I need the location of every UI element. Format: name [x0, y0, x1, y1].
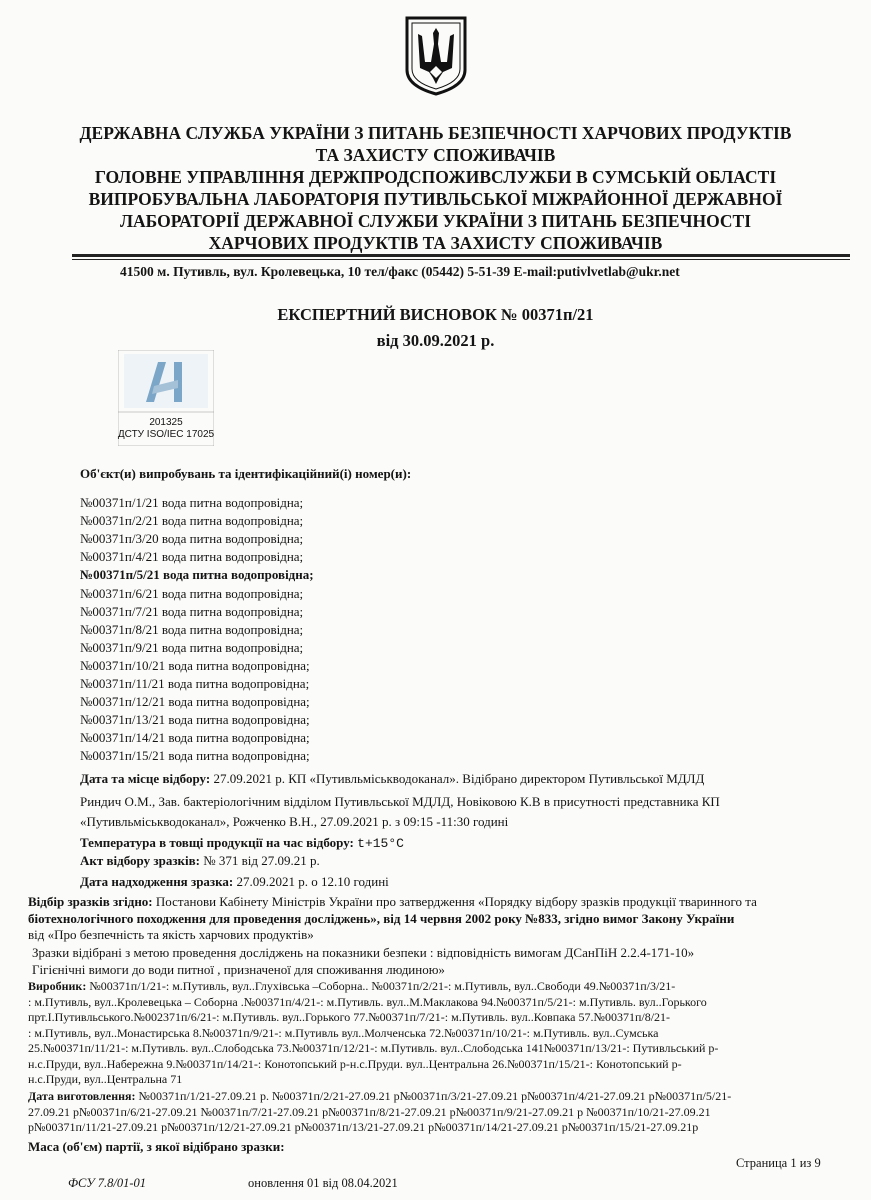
sampling-place-line-3: «Путивльміськводоканал», Рожченко В.Н., 27.09.2021 р. з 09:15 -11:30 годині — [80, 814, 509, 829]
header-divider — [72, 254, 850, 257]
sampling-place — [80, 771, 704, 787]
accreditation-standard: ДСТУ ISO/IEC 17025 — [117, 429, 215, 440]
manufacture-line-3: р№00371п/11/21-27.09.21 р№00371п/12/21-27.09.21 р№00371п/13/21-27.09.21 р№00371п/14/21-27.09.21 р№00371п/15/21-27.09.21р — [28, 1120, 699, 1134]
manufacture-line-1: №00371п/1/21-27.09.21 р. №00371п/2/21-27.09.21 р№00371п/3/21-27.09.21 р№00371п/4/21-27.09.21 р№00371п/5/21- — [138, 1089, 732, 1103]
temperature-value: t+15°C — [357, 836, 404, 851]
agency-line-5: ЛАБОРАТОРІЇ ДЕРЖАВНОЇ СЛУЖБИ УКРАЇНИ З ПИТАНЬ БЕЗПЕЧНОСТІ — [119, 211, 752, 231]
sample-item: №00371п/6/21 вода питна водопровідна; — [80, 585, 304, 601]
producer-block — [28, 979, 718, 1088]
act-value: № 371 від 27.09.21 р. — [203, 853, 320, 868]
accreditation-number: 201325 — [149, 417, 183, 428]
purpose-line-2: Гігієнічні вимоги до води питної , призначеної для споживання людиною» — [32, 962, 445, 977]
document-date: від 30.09.2021 р. — [376, 331, 495, 350]
producer-label: Виробник: — [28, 979, 87, 993]
act-label: Акт відбору зразків: — [80, 853, 200, 868]
agency-line-4: ВИПРОБУВАЛЬНА ЛАБОРАТОРІЯ ПУТИВЛЬСЬКОЇ МІЖРАЙОННОЇ ДЕРЖАВНОЇ — [88, 189, 783, 209]
sample-item: №00371п/14/21 вода питна водопровідна; — [80, 730, 310, 746]
arrival-label: Дата надходження зразка: — [80, 874, 234, 889]
temperature-label: Температура в товщі продукції на час відбору: — [80, 835, 354, 850]
manufacture-line-2: 27.09.21 р№00371п/6/21-27.09.21 №00371п/7/21-27.09.21 р№00371п/8/21-27.09.21 р№00371п/9/21-27.09.21 р №00371п/10/21-27.09.21 — [28, 1104, 711, 1119]
mass-label: Маса (об'єм) партії, з якої відібрано зразки: — [28, 1139, 285, 1154]
basis-line-3: від «Про безпечність та якість харчових продуктів» — [28, 927, 314, 942]
producer-line-6: н.с.Пруди, вул..Набережна 9.№00371п/14/21-: Конотопський р-н.с.Пруди. вул..Центральна 26.№00371п/15/21-: Конотопський р- — [28, 1056, 682, 1071]
sample-item: №00371п/8/21 вода питна водопровідна; — [80, 621, 304, 637]
agency-line-6: ХАРЧОВИХ ПРОДУКТІВ ТА ЗАХИСТУ СПОЖИВАЧІВ — [208, 233, 663, 253]
sample-item: №00371п/4/21 вода питна водопровідна; — [80, 549, 304, 565]
basis-label: Відбір зразків згідно: — [28, 894, 153, 909]
producer-line-2: : м.Путивль, вул..Кролевецька – Соборна .№00371п/4/21-: м.Путивль. вул..М.Маклакова 94.№00371п/5/21-: м.Путивль. вул..Горького — [28, 994, 707, 1009]
objects-heading: Об'єкт(и) випробувань та ідентифікаційний(і) номер(и): — [80, 466, 412, 481]
form-code: ФСУ 7.8/01-01 — [68, 1176, 147, 1190]
agency-line-2: ТА ЗАХИСТУ СПОЖИВАЧІВ — [315, 145, 556, 165]
producer-line-3: прт.І.Путивльського.№002371п/6/21-: м.Путивль. вул..Горького 77.№00371п/7/21-: м.Путивль. вул..Ковпака 57.№00371п/8/21- — [28, 1010, 671, 1024]
sample-item: №00371п/13/21 вода питна водопровідна; — [80, 712, 310, 728]
accreditation-text — [106, 417, 226, 441]
agency-name — [0, 122, 871, 254]
purpose-line-1: Зразки відібрані з метою проведення досліджень на показники безпеки : відповідність вимогам ДСанПіН 2.2.4-171-10» — [32, 945, 695, 960]
header-divider-thin — [72, 259, 850, 260]
producer-line-5: 25.№00371п/11/21-: м.Путивль. вул..Слободська 73.№00371п/12/21-: м.Путивль. вул..Слободська 141№00371п/13/21-: Путивльський р- — [28, 1041, 719, 1055]
basis-line-2: біотехнологічного походження для проведення досліджень», від 14 червня 2002 року №833, згідно вимог Закону України — [28, 911, 735, 926]
arrival-value: 27.09.2021 р. о 12.10 годині — [236, 874, 389, 889]
producer-line-4: : м.Путивль, вул..Монастирська 8.№00371п/9/21-: м.Путивль вул..Молченська 72.№00371п/10/21-: м.Путивль. вул..Сумська — [28, 1025, 659, 1040]
manufacture-block — [28, 1089, 731, 1136]
producer-line-1: №00371п/1/21-: м.Путивль, вул..Глухівська –Соборна.. №00371п/2/21-: м.Путивль, вул..Свободи 49.№00371п/3/21- — [89, 979, 676, 993]
sampling-place-line-2: Риндич О.М., Зав. бактеріологічним відділом Путивльської МДЛД, Новіковою К.В в присутності представника КП — [80, 794, 720, 809]
sample-item: №00371п/12/21 вода питна водопровідна; — [80, 694, 310, 710]
sample-item: №00371п/1/21 вода питна водопровідна; — [80, 495, 304, 510]
sampling-place-line-1: 27.09.2021 р. КП «Путивльміськводоканал». Відібрано директором Путивльської МДЛД — [213, 771, 705, 786]
sample-item: №00371п/9/21 вода питна водопровідна; — [80, 639, 304, 655]
sample-item: №00371п/15/21 вода питна водопровідна; — [80, 748, 310, 764]
page-number: Страница 1 из 9 — [736, 1156, 821, 1170]
manufacture-label: Дата виготовлення: — [28, 1089, 136, 1103]
sampling-arrival — [80, 874, 389, 890]
sample-item: №00371п/2/21 вода питна водопровідна; — [80, 513, 304, 529]
sample-item: №00371п/10/21 вода питна водопровідна; — [80, 657, 310, 673]
contact-line: 41500 м. Путивль, вул. Кролевецька, 10 тел/факс (05442) 5-51-39 E-mail:putivlvetlab@ukr.net — [120, 264, 680, 279]
agency-line-3: ГОЛОВНЕ УПРАВЛІННЯ ДЕРЖПРОДСПОЖИВСЛУЖБИ В СУМСЬКІЙ ОБЛАСТІ — [94, 167, 777, 187]
agency-line-1: ДЕРЖАВНА СЛУЖБА УКРАЇНИ З ПИТАНЬ БЕЗПЕЧНОСТІ ХАРЧОВИХ ПРОДУКТІВ — [79, 123, 792, 143]
producer-line-7: н.с.Пруди, вул..Центральна 71 — [28, 1072, 183, 1086]
sample-item: №00371п/5/21 вода питна водопровідна; — [80, 567, 314, 583]
sampling-place-label: Дата та місце відбору: — [80, 771, 211, 786]
coat-of-arms-icon — [403, 14, 469, 96]
basis-line-1 — [28, 894, 757, 910]
basis-text-1: Постанови Кабінету Міністрів України про затвердження «Порядку відбору зразків продукції тваринного та — [155, 894, 757, 909]
sample-item: №00371п/11/21 вода питна водопровідна; — [80, 676, 310, 691]
sampling-temperature — [80, 835, 404, 851]
document-title: ЕКСПЕРТНИЙ ВИСНОВОК № 00371п/21 — [277, 305, 594, 324]
sample-item: №00371п/3/20 вода питна водопровідна; — [80, 531, 304, 547]
revision-note: оновлення 01 від 08.04.2021 — [248, 1176, 398, 1190]
sample-item: №00371п/7/21 вода питна водопровідна; — [80, 603, 304, 619]
sampling-act — [80, 853, 320, 869]
